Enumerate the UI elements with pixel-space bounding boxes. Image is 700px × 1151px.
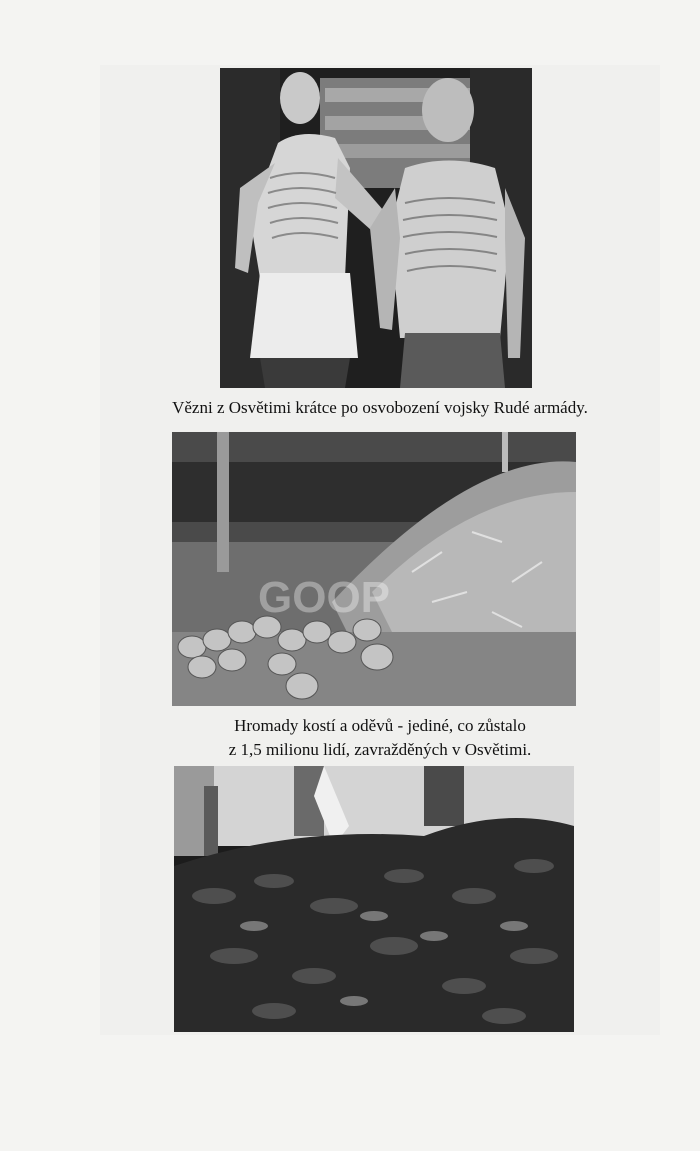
pile-of-shoes-photo [174,766,574,1032]
watermark-text: GOOP [258,573,391,622]
prisoners-caption-text: Vězni z Osvětimi krátce po osvobození vojsky Rudé armády. [172,398,588,417]
bones-caption-line-1: Hromady kostí a oděvů - jediné, co zůstalo [234,716,526,735]
bones-and-skulls-photo [172,432,576,706]
bones-caption-line-2: z 1,5 milionu lidí, zavražděných v Osvětimi. [228,740,532,759]
shoes-illustration [174,766,574,1032]
bones-illustration [172,432,576,706]
liberated-prisoners-photo [220,68,532,388]
prisoners-caption [100,396,660,420]
bones-caption [100,714,660,762]
prisoners-illustration [220,68,532,388]
